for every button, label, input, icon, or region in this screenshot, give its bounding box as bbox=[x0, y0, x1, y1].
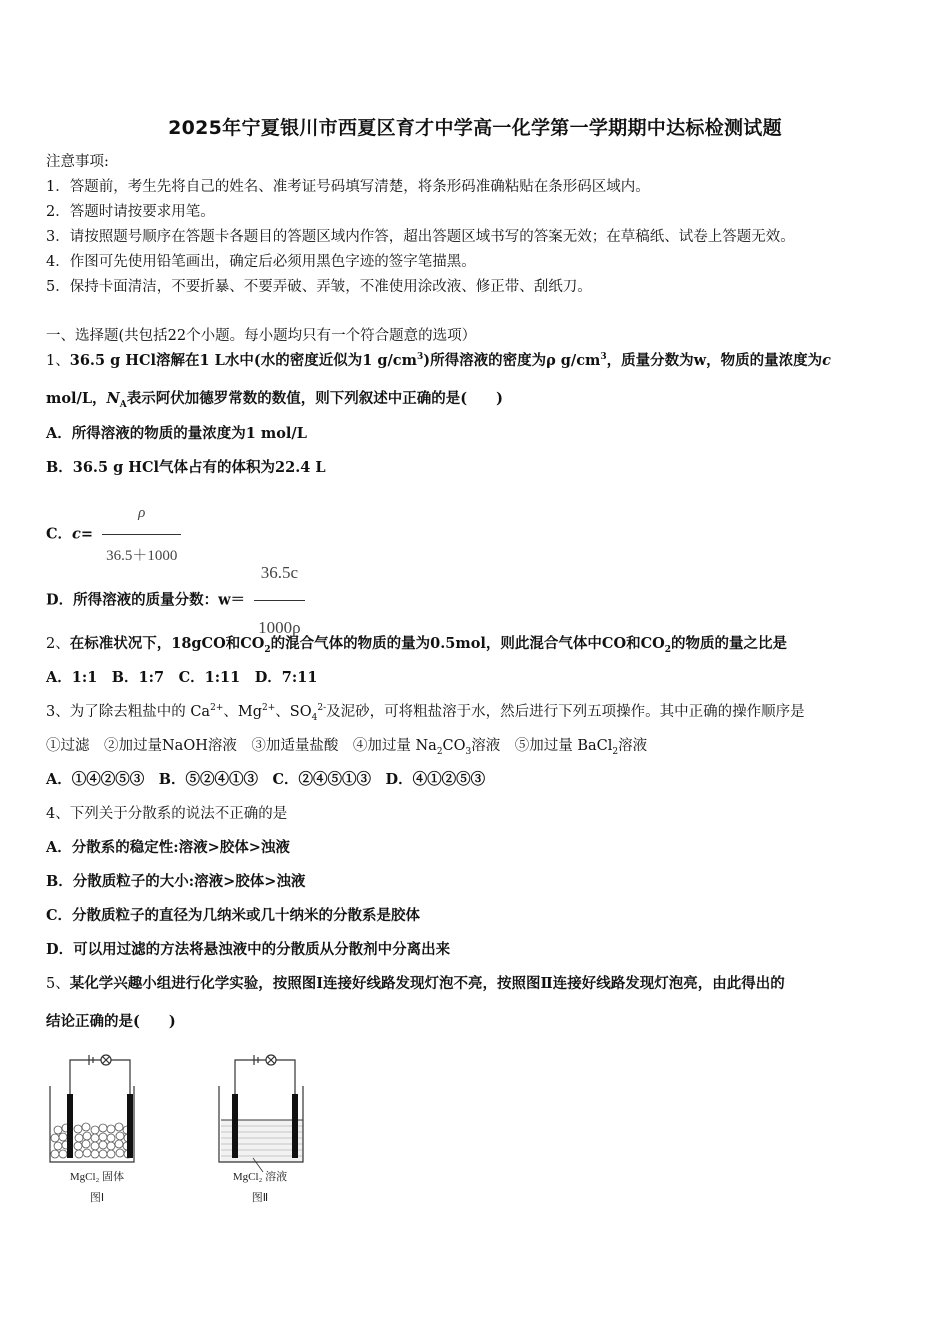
q3-stem: 3、为了除去粗盐中的 $Ca^{2+}$、$Mg^{2+}$、$SO_4^{2-}$及泥砂，可将粗盐溶于水，然后进行下列五项操作。其中正确的操作顺序是 bbox=[46, 703, 805, 723]
notice-heading: 注意事项: bbox=[46, 154, 109, 170]
notice-item-3: 3．请按照题号顺序在答题卡各题目的答题区域内作答，超出答题区域书写的答案无效；在草稿纸、试卷上答题无效。 bbox=[46, 229, 795, 245]
figure-2-electrode-left bbox=[232, 1094, 238, 1158]
q2-stem: 2、在标准状况下，18gCO和$CO_2$的混合气体的物质的量为0.5mol，则此混合气体中CO和$CO_2$的物质的量之比是 bbox=[46, 635, 788, 655]
q4-option-b: B．分散质粒子的大小:溶液>胶体>浊液 bbox=[46, 873, 306, 890]
figure-1-label: MgCl₂ 固体 bbox=[69, 1171, 125, 1183]
notice-item-1: 1．答题前，考生先将自己的姓名、准考证号码填写清楚，将条形码准确粘贴在条形码区域内。 bbox=[46, 179, 650, 195]
notice-item-2: 2．答题时请按要求用笔。 bbox=[46, 204, 215, 220]
q2-number: 2、 bbox=[46, 636, 70, 652]
q1-number: 1、 bbox=[46, 353, 70, 369]
figure-1-solid-particles bbox=[51, 1123, 132, 1158]
figure-1-electrode-left bbox=[67, 1094, 73, 1158]
q1-option-b: B．36.5 g HCl气体占有的体积为22.4 L bbox=[46, 459, 326, 476]
q1-option-a: A．所得溶液的物质的量浓度为1 mol/L bbox=[46, 425, 307, 442]
q5-number: 5、 bbox=[46, 976, 70, 992]
section-heading: 一、选择题(共包括22个小题。每小题均只有一个符合题意的选项） bbox=[46, 328, 477, 344]
notice-item-4: 4．作图可先使用铅笔画出，确定后必须用黑色字迹的签字笔描黑。 bbox=[46, 254, 476, 270]
q2-options: A．1:1 B．1:7 C．1:11 D．7:11 bbox=[46, 669, 318, 686]
q4-number: 4、 bbox=[46, 806, 70, 822]
figure-2-name: 图Ⅱ bbox=[251, 1192, 269, 1204]
q1-c-fraction: $\frac{\rho}{36.5+1000}$ bbox=[102, 494, 181, 575]
q4-stem: 4、下列关于分散系的说法不正确的是 bbox=[46, 806, 288, 822]
page-title: 2025年宁夏银川市西夏区育才中学高一化学第一学期期中达标检测试题 bbox=[168, 117, 782, 139]
q4-option-c: C．分散质粒子的直径为几纳米或几十纳米的分散系是胶体 bbox=[46, 907, 421, 924]
q3-options: A．①④②⑤③ B．⑤②④①③ C．②④⑤①③ D．④①②⑤③ bbox=[46, 771, 486, 788]
figure-1-electrode-right bbox=[127, 1094, 133, 1158]
q1-d-fraction: $\frac{36.5c}{1000\rho}$ bbox=[254, 548, 304, 653]
figure-2-electrode-right bbox=[292, 1094, 298, 1158]
q3-number: 3、 bbox=[46, 704, 70, 720]
notice-item-5: 5．保持卡面清洁，不要折暴、不要弄破、弄皱，不准使用涂改液、修正带、刮纸刀。 bbox=[46, 279, 592, 295]
q1-option-c: C．c= $\frac{\rho}{36.5+1000}$ bbox=[46, 494, 181, 575]
q1-stem-line1: 1、36.5 g HCl溶解在1 L水中(水的密度近似为1 $g/cm^3$)所得溶液的密度为ρ $g/cm^3$，质量分数为w，物质的量浓度为c bbox=[46, 352, 831, 369]
q5-stem-line1: 5、某化学兴趣小组进行化学实验，按照图Ⅰ连接好线路发现灯泡不亮，按照图Ⅱ连接好线路发现灯泡亮，由此得出的 bbox=[46, 975, 785, 992]
q1-option-d: D．所得溶液的质量分数：w＝ $\frac{36.5c}{1000\rho}$ bbox=[46, 548, 305, 653]
figure-1-name: 图Ⅰ bbox=[89, 1192, 105, 1204]
q1-stem-line2: mol/L，$N_A$表示阿伏加德罗常数的数值，则下列叙述中正确的是( ) bbox=[46, 390, 503, 410]
q4-option-a: A．分散系的稳定性:溶液>胶体>浊液 bbox=[46, 839, 290, 856]
q4-option-d: D．可以用过滤的方法将悬浊液中的分散质从分散剂中分离出来 bbox=[46, 941, 451, 958]
figure-2-circuit bbox=[203, 1046, 318, 1211]
q5-stem-line2: 结论正确的是( ) bbox=[46, 1013, 176, 1030]
figure-1-circuit bbox=[40, 1046, 155, 1211]
figure-2-label: MgCl₂ 溶液 bbox=[232, 1171, 288, 1183]
q3-operations: ①过滤 ②加过量NaOH溶液 ③加适量盐酸 ④加过量 $Na_2CO_3$溶液 ⑤加过量 BaCl$_2$溶液 bbox=[46, 738, 648, 757]
